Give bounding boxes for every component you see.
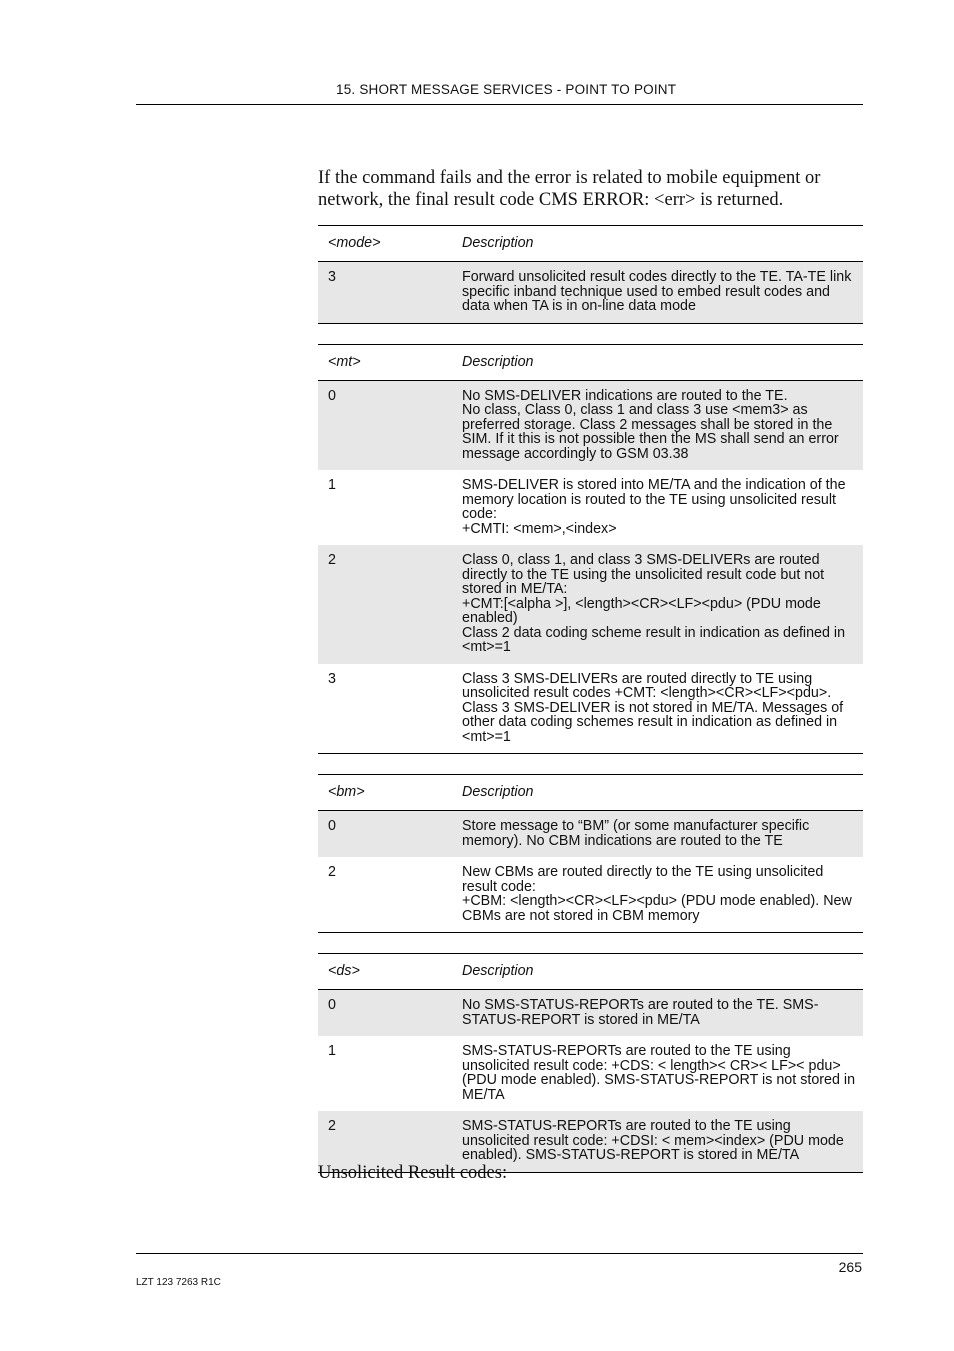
param-column-header: <mt> — [318, 344, 452, 380]
param-column-header: <bm> — [318, 775, 452, 811]
description-line: SMS-DELIVER is stored into ME/TA and the indication of the memory location is routed to the TE using unsolicited result code: — [462, 477, 846, 522]
param-description — [452, 380, 863, 470]
table-row — [318, 664, 863, 754]
bm-parameter-table — [318, 774, 863, 933]
description-line: Store message to “BM” (or some manufacturer specific memory). No CBM indications are routed to the TE — [462, 818, 810, 849]
description-line: Class 3 SMS-DELIVERs are routed directly to TE using unsolicited result codes +CMT: <length><CR><LF><pdu>. Class 3 SMS-DELIVER is not stored in ME/TA. Messages of other data coding schemes result in indication as defined in <mt>=1 — [462, 670, 844, 745]
param-description — [452, 811, 863, 858]
description-column-header: Description — [452, 954, 863, 990]
header-rule — [136, 104, 863, 105]
table-row — [318, 857, 863, 933]
table-row — [318, 545, 863, 664]
param-description — [452, 1111, 863, 1172]
chapter-title: 15. SHORT MESSAGE SERVICES - POINT TO POINT — [336, 82, 677, 97]
table-row — [318, 1036, 863, 1111]
footer-rule — [136, 1253, 863, 1254]
table-row — [318, 380, 863, 470]
param-value: 2 — [318, 545, 452, 664]
param-value: 0 — [318, 990, 452, 1037]
table-spacer — [318, 933, 863, 953]
description-column-header: Description — [452, 344, 863, 380]
param-value: 2 — [318, 857, 452, 933]
description-line: Class 0, class 1, and class 3 SMS-DELIVERs are routed directly to the TE using the unsolicited result code but not stored in ME/TA: — [462, 552, 825, 597]
param-description — [452, 262, 863, 324]
param-value: 0 — [318, 811, 452, 858]
description-line: No SMS-STATUS-REPORTs are routed to the TE. SMS-STATUS-REPORT is stored in ME/TA — [462, 997, 819, 1028]
parameter-tables — [318, 225, 863, 1173]
document-id: LZT 123 7263 R1C — [136, 1277, 221, 1288]
param-value: 2 — [318, 1111, 452, 1172]
param-description — [452, 664, 863, 754]
param-description — [452, 857, 863, 933]
description-line: Forward unsolicited result codes directly to the TE. TA-TE link specific inband technique used to embed result codes and data when TA is in on-line data mode — [462, 269, 852, 314]
description-line: +CBM: <length><CR><LF><pdu> (PDU mode enabled). New CBMs are not stored in CBM memory — [462, 893, 852, 924]
intro-paragraph: If the command fails and the error is related to mobile equipment or network, the final result code CMS ERROR: <err> is returned. — [318, 168, 821, 210]
description-line: Class 2 data coding scheme result in indication as defined in <mt>=1 — [462, 624, 846, 655]
param-description — [452, 545, 863, 664]
param-description — [452, 470, 863, 545]
param-value: 3 — [318, 664, 452, 754]
mode-parameter-table — [318, 225, 863, 324]
page-number: 265 — [838, 1259, 862, 1275]
param-column-header: <ds> — [318, 954, 452, 990]
table-row — [318, 470, 863, 545]
param-value: 0 — [318, 380, 452, 470]
description-line: No class, Class 0, class 1 and class 3 use <mem3> as preferred storage. Class 2 messages shall be stored in the SIM. If it this is not possible then the MS shall send an error message accordingly to GSM 03.38 — [462, 402, 839, 462]
description-line: +CMT:[<alpha >], <length><CR><LF><pdu> (PDU mode enabled) — [462, 595, 821, 626]
ds-parameter-table — [318, 953, 863, 1173]
description-line: SMS-STATUS-REPORTs are routed to the TE using unsolicited result code: +CDSI: < mem><index> (PDU mode enabled). SMS-STATUS-REPORT is stored in ME/TA — [462, 1118, 844, 1163]
description-line: +CMTI: <mem>,<index> — [462, 520, 617, 537]
table-row — [318, 811, 863, 858]
table-spacer — [318, 754, 863, 774]
table-row — [318, 990, 863, 1037]
param-value: 1 — [328, 477, 336, 493]
param-value: 1 — [328, 1043, 336, 1059]
description-line: SMS-STATUS-REPORTs are routed to the TE using unsolicited result code: +CDS: < length>< CR>< LF>< pdu> (PDU mode enabled). SMS-STATUS-REPORT is not stored in ME/TA — [462, 1043, 856, 1103]
param-description — [452, 1036, 863, 1111]
description-line: No SMS-DELIVER indications are routed to the TE. — [462, 387, 788, 404]
param-description — [452, 990, 863, 1037]
table-row — [318, 262, 863, 324]
param-column-header: <mode> — [318, 226, 452, 262]
description-column-header: Description — [452, 226, 863, 262]
unsolicited-result-codes-heading: Unsolicited Result codes: — [318, 1163, 508, 1183]
description-line: New CBMs are routed directly to the TE using unsolicited result code: — [462, 864, 824, 895]
table-spacer — [318, 324, 863, 344]
description-column-header: Description — [452, 775, 863, 811]
mt-parameter-table — [318, 344, 863, 755]
param-value: 3 — [318, 262, 452, 324]
